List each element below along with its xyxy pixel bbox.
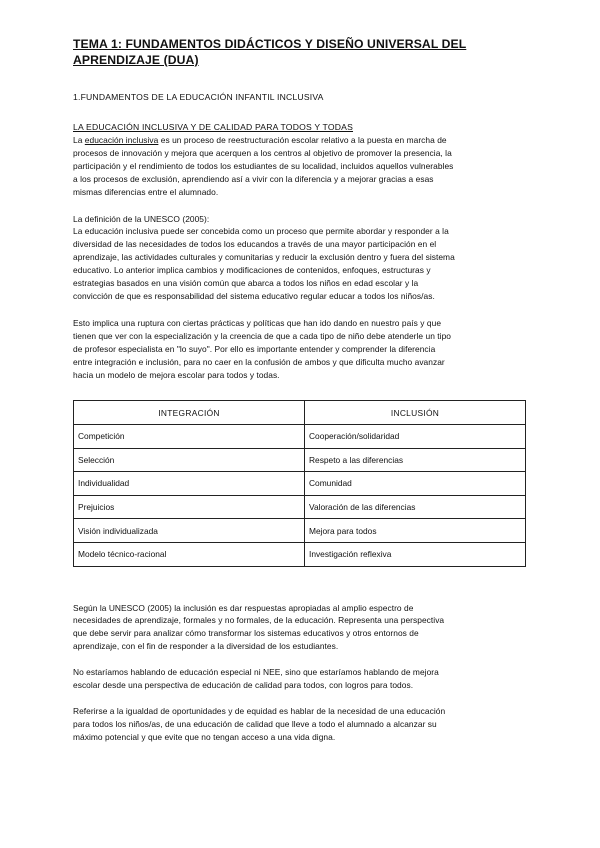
- table-row: [74, 448, 526, 472]
- section-subtitle: 1.FUNDAMENTOS DE LA EDUCACIÓN INFANTIL INCLUSIVA: [73, 92, 324, 102]
- paragraph-not-special-education: [73, 666, 528, 692]
- table-cell: Selección: [74, 448, 305, 472]
- definition-label: La definición de la UNESCO (2005):: [73, 213, 210, 224]
- table-cell: Visión individualizada: [74, 519, 305, 543]
- table-cell: Mejora para todos: [305, 519, 526, 543]
- table-row: [74, 519, 526, 543]
- section-heading: LA EDUCACIÓN INCLUSIVA Y DE CALIDAD PARA TODOS Y TODAS: [73, 122, 354, 132]
- table-cell: Investigación reflexiva: [305, 542, 526, 566]
- paragraph-line: participación y el rendimiento de todos los estudiantes de su localidad, incluidos aquellos vulnerables: [73, 160, 454, 171]
- paragraph-unesco-inclusion: [73, 602, 528, 654]
- paragraph-line: entre integración e inclusión, para no caer en la confusión de ambos y que dificulta mucho avanzar: [73, 356, 445, 367]
- paragraph-line: a los procesos de exclusión, aprendiendo así a vivir con la diferencia y a mejorar gracias a esas: [73, 173, 434, 184]
- table-row: [74, 425, 526, 449]
- paragraph-line: aprendizaje, las actividades culturales y comunitarias y reducir la exclusión dentro y fuera del sistema: [73, 252, 455, 263]
- table-cell: Cooperación/solidaridad: [305, 425, 526, 449]
- paragraph-line-rest: es un proceso de reestructuración escolar relativo a la puesta en marcha de: [158, 135, 447, 145]
- table-cell: Comunidad: [305, 472, 526, 496]
- term-educacion-inclusiva: educación inclusiva: [84, 135, 159, 145]
- paragraph-line: educativo. Lo anterior implica cambios y modificaciones de contenidos, enfoques, estructuras y: [73, 265, 431, 276]
- table-row: [74, 542, 526, 566]
- paragraph-line: aprendizaje, con el fin de responder a la diversidad de los estudiantes.: [73, 641, 339, 652]
- table-header-row: [74, 401, 526, 425]
- paragraph-line: Referirse a la igualdad de oportunidades y de equidad es hablar de la necesidad de una educación: [73, 706, 446, 716]
- document-title: [73, 36, 528, 68]
- table-cell: Respeto a las diferencias: [305, 448, 526, 472]
- paragraph-line: diversidad de las necesidades de todos los educandos a través de una mayor participación en el: [73, 239, 437, 250]
- header-integracion: INTEGRACIÓN: [74, 401, 305, 425]
- header-inclusion: INCLUSIÓN: [305, 401, 526, 425]
- paragraph-prefix: La: [73, 135, 85, 145]
- paragraph-equal-opportunities: [73, 705, 528, 744]
- paragraph-line: convicción de que es responsabilidad del sistema educativo regular educar a todos los niños/as.: [73, 290, 435, 301]
- title-line-1: TEMA 1: FUNDAMENTOS DIDÁCTICOS Y DISEÑO UNIVERSAL DEL: [73, 37, 467, 51]
- paragraph-line: estrategias basados en una visión común que abarca a todos los niños en edad escolar y la: [73, 278, 419, 289]
- table-cell: Competición: [74, 425, 305, 449]
- comparison-table: [73, 400, 526, 566]
- paragraph-line: Esto implica una ruptura con ciertas prácticas y políticas que han ido dando en nuestro país y que: [73, 317, 442, 328]
- paragraph-line: tienen que ver con la especialización y la creencia de que a cada tipo de niño debe atenderle un tipo: [73, 330, 451, 341]
- table-cell: Prejuicios: [74, 495, 305, 519]
- paragraph-line: necesidades de aprendizaje, formales y no formales, de la educación. Representa una perspectiva: [73, 615, 445, 626]
- paragraph-line: que debe servir para analizar cómo transformar los sistemas educativos y otros entornos de: [73, 628, 419, 639]
- table-cell: Valoración de las diferencias: [305, 495, 526, 519]
- table-cell: Modelo técnico-racional: [74, 542, 305, 566]
- paragraph-rupture: [73, 317, 528, 382]
- paragraph-inclusive-education: [73, 134, 528, 199]
- paragraph-line: para todos los niños/as, de una educación de calidad que lleve a todo el alumnado a alcanzar su: [73, 718, 437, 729]
- paragraph-line: [73, 134, 528, 147]
- paragraph-line: mismas diferencias entre el alumnado.: [73, 186, 219, 197]
- paragraph-line: Según la UNESCO (2005) la inclusión es dar respuestas apropiadas al amplio espectro de: [73, 602, 414, 613]
- paragraph-line: de profesor especialista en "lo suyo". Por ello es importante entender y comprender la diferencia: [73, 343, 436, 354]
- paragraph-line: procesos de innovación y mejora que acerquen a los centros al objetivo de promover la presencia, la: [73, 147, 452, 158]
- paragraph-line: escolar desde una perspectiva de educación de calidad para todos, con logros para todos.: [73, 680, 414, 691]
- paragraph-line: No estaríamos hablando de educación especial ni NEE, sino que estaríamos hablando de mejora: [73, 667, 439, 678]
- table-cell: Individualidad: [74, 472, 305, 496]
- paragraph-line: máximo potencial y que evite que no tengan acceso a una vida digna.: [73, 731, 336, 742]
- paragraph-line: hacia un modelo de mejora escolar para todos y todas.: [73, 369, 280, 380]
- title-line-2: APRENDIZAJE (DUA): [73, 53, 199, 67]
- paragraph-unesco-definition: [73, 213, 528, 303]
- table-row: [74, 495, 526, 519]
- paragraph-line: La educación inclusiva puede ser concebida como un proceso que permite abordar y responder a la: [73, 226, 449, 237]
- table-row: [74, 472, 526, 496]
